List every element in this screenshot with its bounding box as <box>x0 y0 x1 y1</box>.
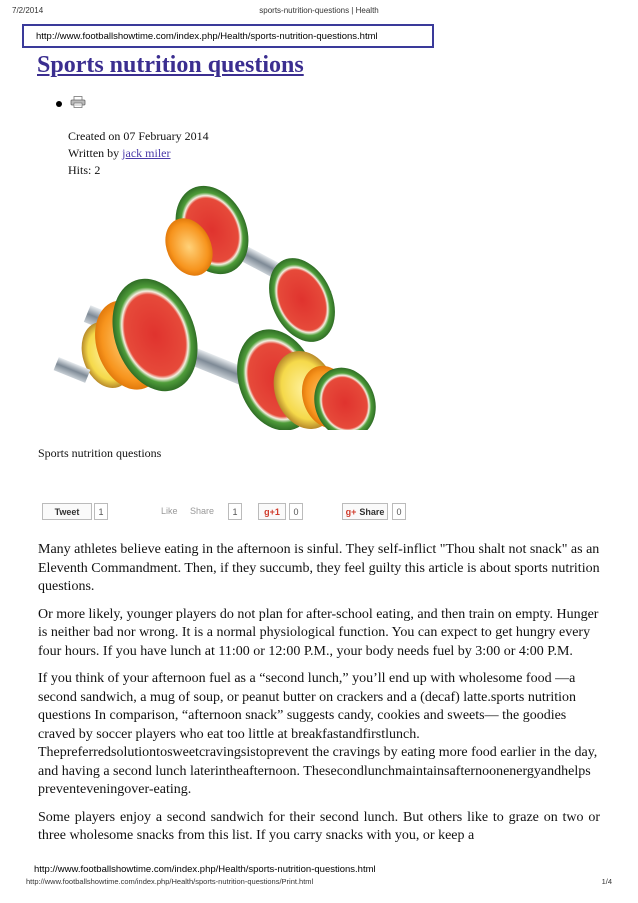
fruit-dumbbell-image <box>37 185 377 430</box>
print-header <box>12 6 626 18</box>
gplus-icon: g <box>264 506 270 517</box>
image-caption: Sports nutrition questions <box>38 446 162 460</box>
print-footer <box>26 877 612 889</box>
facebook-share-count: 1 <box>228 503 242 520</box>
tweet-count: 1 <box>94 503 108 520</box>
gplus-one-label: +1 <box>269 506 280 517</box>
paragraph: If you think of your afternoon fuel as a “second lunch,” you’ll end up with wholesome food —a second sandwich, a mug of soup, or peanut butter on crackers and a (decaf) latte.sports nutrition questions In comparison, “afternoon snack” suggests candy, cookies and sweets— the goodies craved by soccer players who eat too little at breakfastandfirstlunch. Thepreferredsolutiontosweetcravingsistoprevent the cravings by eating more food earlier in the day, and having a second lunch laterintheafternoon. Thesecondlunchmaintainsafternoonenergyandhelps preventeveningover-eating. <box>38 671 598 797</box>
print-date: 7/2/2014 <box>12 6 44 15</box>
printer-icon[interactable] <box>70 96 86 108</box>
paragraph: Many athletes believe eating in the afternoon is sinful. They self-inflict "Thou shalt not snack" as an Eleventh Commandment. Then, if they succumb, they feel guilty this article is about sports nutrition questions. <box>38 542 600 594</box>
gplus-share-icon: g+ <box>345 506 357 517</box>
tweet-button[interactable] <box>42 503 92 520</box>
gplus-one-count: 0 <box>289 503 303 520</box>
article-title[interactable]: Sports nutrition questions <box>37 52 304 78</box>
gplus-share-count: 0 <box>392 503 406 520</box>
written-by-label: Written by <box>68 146 120 160</box>
created-date: Created on 07 February 2014 <box>68 129 209 143</box>
page-number: 1/4 <box>601 877 612 886</box>
bullet <box>56 101 62 107</box>
url-box[interactable]: http://www.footballshowtime.com/index.php/Health/sports-nutrition-questions.html <box>22 24 434 48</box>
gplus-one-button[interactable] <box>258 503 286 520</box>
facebook-share-button[interactable]: Share <box>190 506 215 516</box>
tweet-label: Tweet <box>54 506 80 517</box>
gplus-share-button[interactable] <box>342 503 388 520</box>
footer-url[interactable]: http://www.footballshowtime.com/index.php/Health/sports-nutrition-questions.html <box>34 864 376 875</box>
paragraph: Or more likely, younger players do not plan for after-school eating, and then train on empty. Hunger is neither bad nor wrong. It is a normal physiological function. You can expect to get hungry every four hours. If you have lunch at 11:00 or 12:00 P.M., your body needs fuel by 3:00 or 4:00 P.M. <box>38 606 599 659</box>
social-buttons <box>38 503 418 521</box>
article-body <box>38 541 600 855</box>
like-button[interactable]: Like <box>161 506 178 516</box>
gplus-share-label: Share <box>359 506 385 517</box>
print-url: http://www.footballshowtime.com/index.php/Health/sports-nutrition-questions/Print.html <box>26 877 314 886</box>
author-link[interactable]: jack miler <box>122 146 171 160</box>
hits-count: Hits: 2 <box>68 163 101 177</box>
print-page-title: sports-nutrition-questions | Health <box>259 6 379 15</box>
written-by <box>68 146 170 161</box>
paragraph: Some players enjoy a second sandwich for their second lunch. But others like to graze on two or three wholesome snacks from this list. If you carry snacks with you, or keep a <box>38 809 600 843</box>
